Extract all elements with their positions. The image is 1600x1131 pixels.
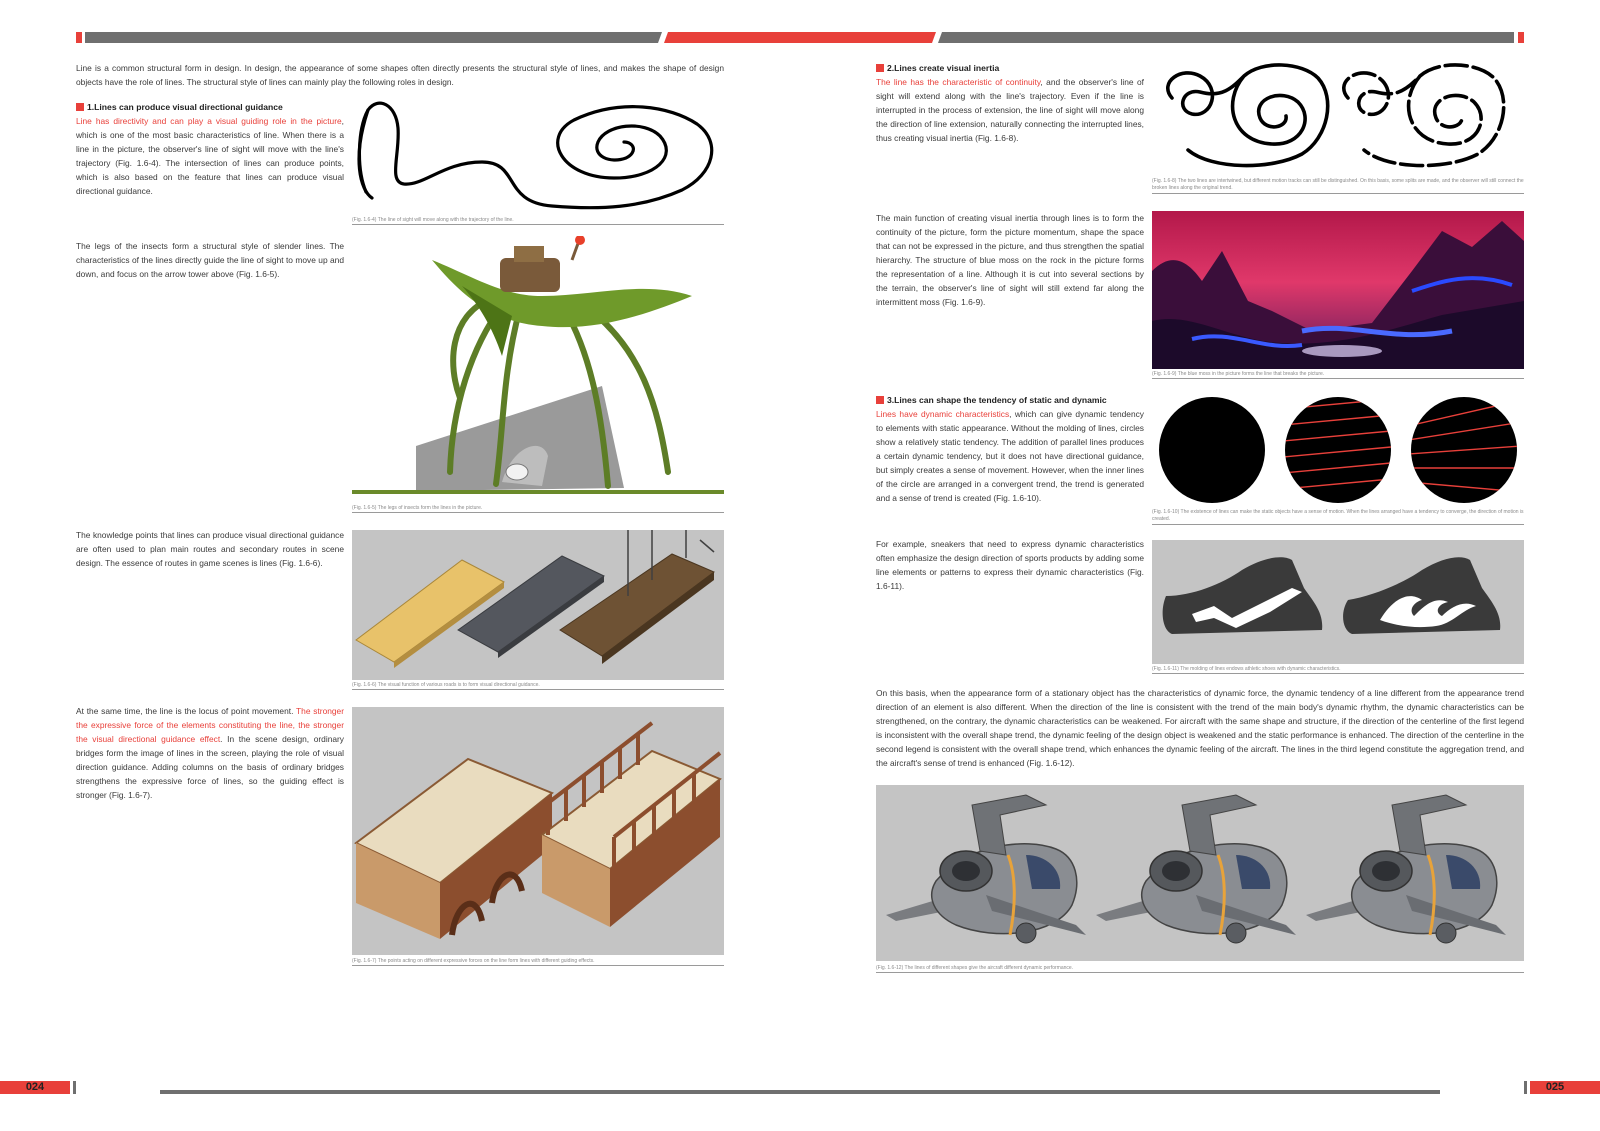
fig5-caption: (Fig. 1.6-5) The legs of insects form the lines in the picture. xyxy=(352,505,483,511)
footer-right-tab xyxy=(1530,1081,1600,1094)
fig12-caption: (Fig. 1.6-12) The lines of different shapes give the aircraft different dynamic performance. xyxy=(876,965,1074,971)
fig5-caption-line xyxy=(352,512,724,513)
intro-paragraph: Line is a common structural form in design. In design, the appearance of some shapes often directly presents the structural style of lines, and makes the shape of design objects have the role of lines. The structural style of lines can mainly play the following roles in design. xyxy=(76,63,724,87)
section3-heading: 3.Lines can shape the tendency of static and dynamic xyxy=(876,393,1156,407)
fig-1-6-6 xyxy=(352,530,724,680)
spirals-graphic xyxy=(1152,58,1524,178)
fig8-caption-line xyxy=(1152,193,1524,194)
fig12-caption-line xyxy=(876,972,1524,973)
fig-1-6-11 xyxy=(1152,540,1524,664)
page-number-right: 025 xyxy=(1545,1081,1565,1093)
shoes-paragraph: For example, sneakers that need to express dynamic characteristics often emphasize the design direction of sports products by adding some line elements or patterns to express their dynamic characteristics (Fig. 1.6-11). xyxy=(876,539,1144,591)
top-bar xyxy=(0,31,1600,43)
insect-paragraph: The legs of the insects form a structural style of slender lines. The characteristics of the lines directly guide the line of sight to move up and down, and focus on the arrow tower above (Fig. 1.6-5). xyxy=(76,241,344,279)
fig11-caption: (Fig. 1.6-11) The molding of lines endows athletic shoes with dynamic characteristics. xyxy=(1152,666,1341,672)
fig-1-6-9 xyxy=(1152,211,1524,369)
top-bar-graphic xyxy=(0,32,1600,44)
aircraft-illustration xyxy=(876,785,1524,961)
fig-1-6-7 xyxy=(352,707,724,955)
fig10-caption-line xyxy=(1152,524,1524,525)
moss-paragraph: The main function of creating visual inertia through lines is to form the continuity of the picture, form the picture momentum, shape the space that can not be expressed in the picture, and thus strengthen the spatial hierarchy. The structure of blue moss on the rock in the picture forms the representation of a line. Although it is cut into several sections by the terrain, the observer's line of sight will still extend far along the intermittent moss (Fig. 1.6-9). xyxy=(876,213,1144,307)
fig9-caption-line xyxy=(1152,378,1524,379)
aircraft-paragraph: On this basis, when the appearance form of a stationary object has the characteristics of dynamic force, the dynamic tendency of a line different from the appearance trend direction of an element is also different. When the direction of the line is consistent with the trend of the main body's dynamic rhythm, the dynamic characteristics can be strengthened, on the contrary, the dynamic characteristics can be weakened. For aircraft with the same shape and structure, if the direction of the centerline of the first legend is inconsistent with the overall shape trend, the dynamic feeling of the design object is weakened and the static performance is enhanced. The direction of the centerline in the second legend is consistent with the overall shape trend, which enhances the dynamic feeling of the aircraft. The lines in the third legend constitute the aggregation trend, and the aircraft's sense of trend is enhanced (Fig. 1.6-12). xyxy=(876,688,1524,768)
fig4-caption-line xyxy=(352,224,724,225)
section1-paragraph: Line has directivity and can play a visual guiding role in the picture, which is one of the most basic characteristics of line. When there is a line in the picture, the observer's line of sight will move with the line's trajectory (Fig. 1.6-4). The intersection of lines can produce points, which is also based on the feature that lines can produce visual directional guidance. xyxy=(76,116,344,196)
bridges-illustration xyxy=(352,707,724,955)
bridge-highlight: The stronger the expressive force of the elements constituting the line, the stronger the visual directional guidance effect xyxy=(76,706,344,744)
section3-paragraph: Lines have dynamic characteristics, which can give dynamic tendency to elements with static appearance. Without the molding of lines, circles show a relatively static tendency. The addition of parallel lines produces a certain dynamic tendency, but it does not have directional guidance, but simply creates a sense of movement. However, when the inner lines of the circle are arranged in a convergent trend, the trend is generated and a sense of trend is created (Fig. 1.6-10). xyxy=(876,409,1144,503)
fig11-caption-line xyxy=(1152,673,1524,674)
section1-heading: 1.Lines can produce visual directional guidance xyxy=(76,100,356,114)
trajectory-line-graphic xyxy=(352,98,724,218)
page-number-left: 024 xyxy=(25,1081,45,1093)
fig8-caption: (Fig. 1.6-8) The two lines are intertwined, but different motion tracks can still be distinguished. On this basis, some splits are made, and the observer will still connect the broken lines along the original trend. xyxy=(1152,178,1524,191)
section-marker-icon xyxy=(76,103,84,111)
footer-rule xyxy=(160,1090,1440,1094)
footer-right-tick xyxy=(1524,1081,1527,1094)
roads-illustration xyxy=(352,530,724,680)
fig-1-6-12 xyxy=(876,785,1524,961)
section2-paragraph: The line has the characteristic of continuity, and the observer's line of sight will extend along with the line's trajectory. Even if the line is interrupted in the process of extension, the line of sight will move along the direction of line extension, naturally connecting the interrupted lines, thus creating visual inertia (Fig. 1.6-8). xyxy=(876,77,1144,143)
fig-1-6-4 xyxy=(352,98,724,218)
section1-highlight: Line has directivity and can play a visual guiding role in the picture xyxy=(76,116,342,126)
fig6-caption: (Fig. 1.6-6) The visual function of various roads is to form visual directional guidance. xyxy=(352,682,540,688)
fig7-caption-line xyxy=(352,965,724,966)
circles-graphic xyxy=(1152,396,1524,504)
fig6-caption-line xyxy=(352,689,724,690)
insect-illustration xyxy=(352,236,724,504)
fig-1-6-10 xyxy=(1152,396,1524,504)
sneakers-illustration xyxy=(1152,540,1524,664)
fig7-caption: (Fig. 1.6-7) The points acting on different expressive forces on the line form lines with different guiding effects. xyxy=(352,958,595,964)
bridge-paragraph: At the same time, the line is the locus of point movement. The stronger the expressive force of the elements constituting the line, the stronger the visual directional guidance effect. In the scene design, ordinary bridges form the image of lines in the screen, playing the role of visual direction guidance. Adding columns on the basis of ordinary bridges strengthens the expressive force of lines, so the guiding effect is stronger (Fig. 1.6-7). xyxy=(76,706,344,800)
section3-highlight: Lines have dynamic characteristics xyxy=(876,409,1010,419)
section-marker-icon xyxy=(876,396,884,404)
section2-highlight: The line has the characteristic of continuity xyxy=(876,77,1041,87)
fig10-caption: (Fig. 1.6-10) The existence of lines can make the static objects have a sense of motion. When the lines arranged have a tendency to converge, the direction of motion is created. xyxy=(1152,509,1524,522)
fig-1-6-8 xyxy=(1152,58,1524,178)
section-marker-icon xyxy=(876,64,884,72)
routes-paragraph: The knowledge points that lines can produce visual directional guidance are often used to plan main routes and secondary routes in scene design. The essence of routes in game scenes is lines (Fig. 1.6-6). xyxy=(76,530,344,568)
footer-left-tab xyxy=(0,1081,70,1094)
moss-landscape-illustration xyxy=(1152,211,1524,369)
fig9-caption: (Fig. 1.6-9) The blue moss in the picture forms the line that breaks the picture. xyxy=(1152,371,1325,377)
fig4-caption: (Fig. 1.6-4) The line of sight will move along with the trajectory of the line. xyxy=(352,217,514,223)
section2-heading: 2.Lines create visual inertia xyxy=(876,61,1156,75)
fig-1-6-5 xyxy=(352,236,724,504)
footer-left-tick xyxy=(73,1081,76,1094)
